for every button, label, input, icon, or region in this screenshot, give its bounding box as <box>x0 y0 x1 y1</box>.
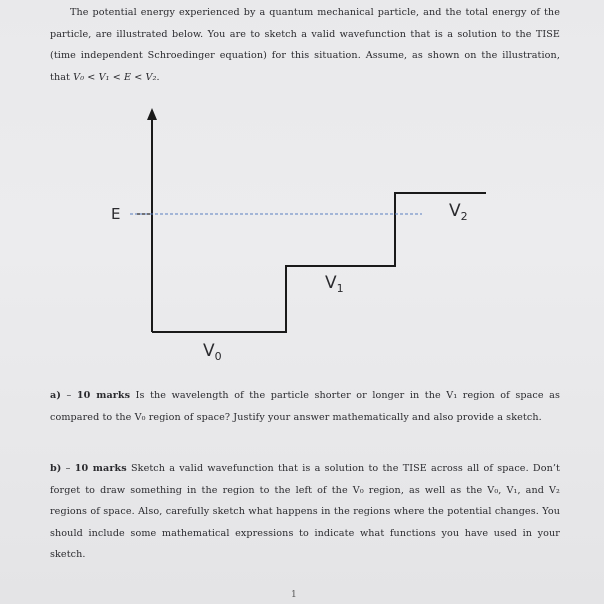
question-a-text: Is the wavelength of the particle shorter or longer in the V₁ region of space as compared to the V₀ region of space? Justify your answer mathematically and also provide a sketch. <box>50 390 560 423</box>
question-b-label: b) <box>50 463 62 474</box>
axis-arrowhead <box>147 108 157 120</box>
question-a <box>50 385 560 428</box>
page-number: 1 <box>291 590 297 600</box>
v2-label: $V_2$ <box>449 201 468 223</box>
v1-label: $V_1$ <box>325 273 344 295</box>
question-a-marks: 10 marks <box>76 390 131 401</box>
intro-end: . <box>156 71 160 83</box>
question-b-marks: 10 marks <box>74 463 127 474</box>
intro-text: The potential energy experienced by a quantum mechanical particle, and the total energy of the particle, are illustrated below. You are to sketch a valid wavefunction that is a solution to the TISE (time independent Schroedinger equation) for this situation. Assume, as shown on the illustration, that <box>50 7 560 83</box>
energy-label: E <box>111 205 121 223</box>
energy-condition: V₀ < V₁ < E < V₂ <box>73 71 157 83</box>
question-b-dash: – <box>61 463 75 474</box>
v0-label: $V_0$ <box>203 341 222 363</box>
question-a-dash: – <box>60 390 77 401</box>
question-b-text: Sketch a valid wavefunction that is a solution to the TISE across all of space. Don’t forget to draw something in the region to the left of the V₀ region, as well as the V₀, V₁, and V₂ regions of space. Also, carefully sketch what happens in the regions where the potential changes. You should include some mathematical expressions to indicate what functions you have used in your sketch. <box>50 463 560 560</box>
question-b <box>50 458 560 566</box>
question-a-label: a) <box>50 390 61 401</box>
